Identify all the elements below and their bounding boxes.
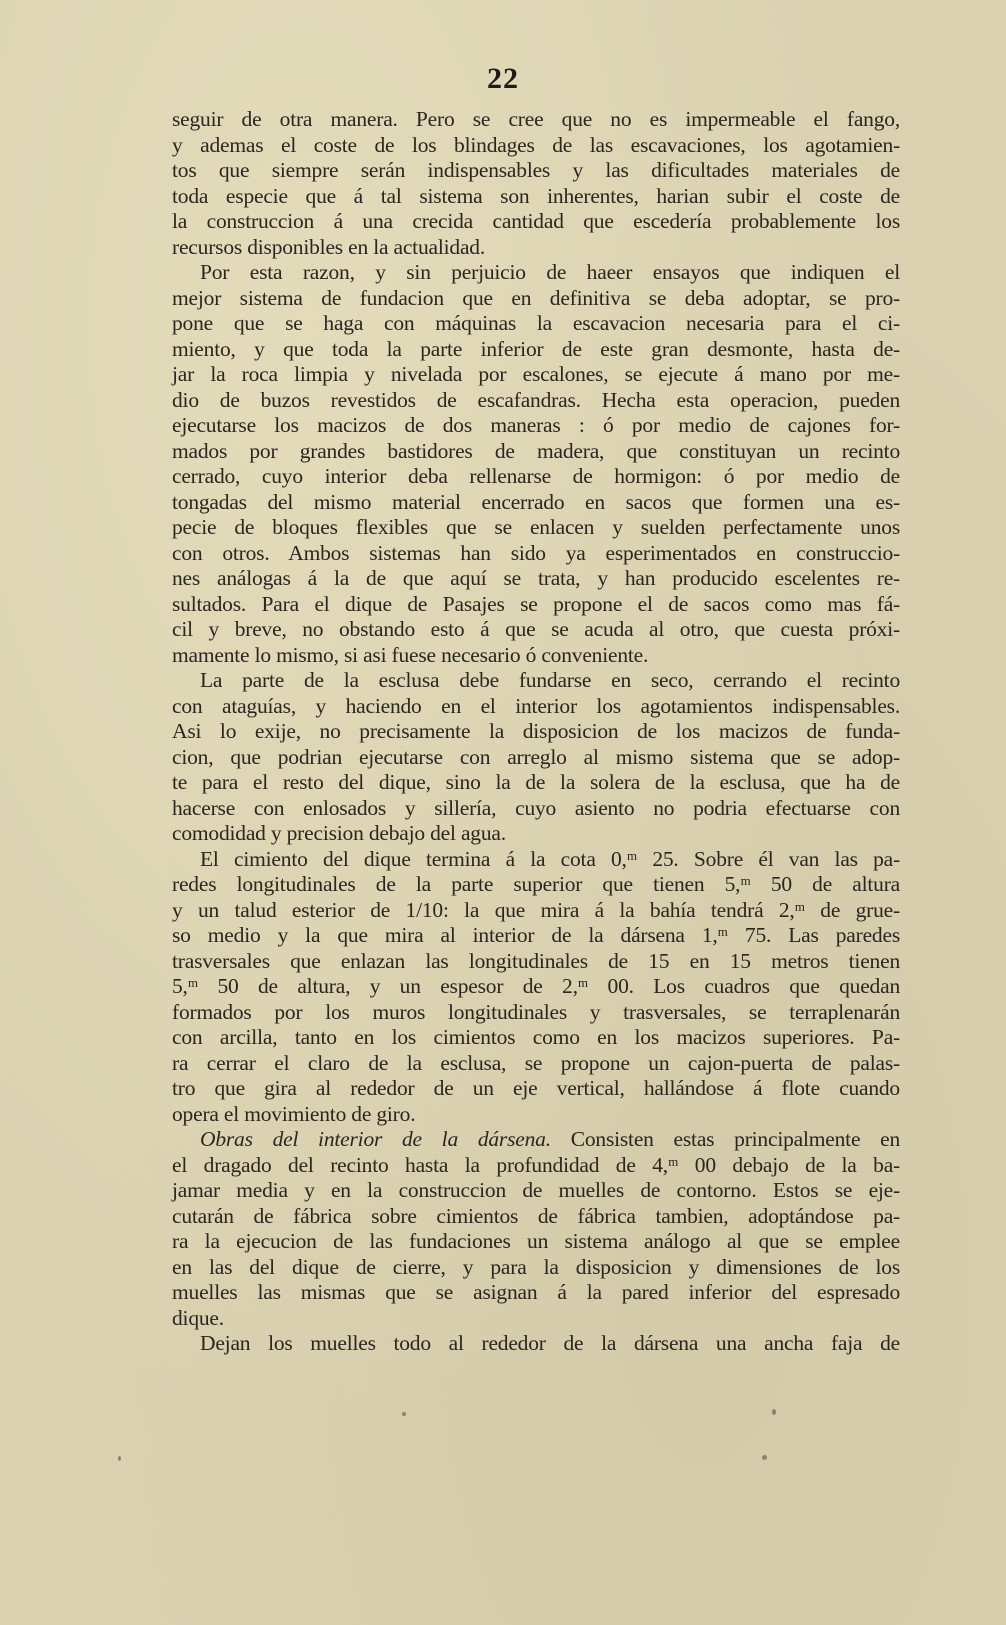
text-line: ejecutarse los macizos de dos maneras : ó por medio de cajones for-	[172, 413, 900, 437]
paragraph-2	[172, 260, 900, 668]
text-line: tro que gira al rededor de un eje vertical, hallándose á flote cuando	[172, 1076, 900, 1100]
text-line: cutarán de fábrica sobre cimientos de fábrica tambien, adoptándose pa-	[172, 1203, 900, 1228]
text-line: cil y breve, no obstando esto á que se acuda al otro, que cuesta próxi-	[172, 617, 900, 641]
text-line: y un talud esterior de 1/10: la que mira á la bahía tendrá 2,ᵐ de grue-	[172, 897, 900, 922]
text-line: jamar media y en la construccion de muelles de contorno. Estos se eje-	[172, 1178, 900, 1202]
text-line: y ademas el coste de los blindages de las escavaciones, los agotamien-	[172, 132, 900, 157]
text-line: pone que se haga con máquinas la escavacion necesaria para el ci-	[172, 311, 900, 335]
page-number: 22	[487, 62, 519, 95]
text-line: en las del dique de cierre, y para la disposicion y dimensiones de los	[172, 1254, 900, 1279]
text-line: muelles las mismas que se asignan á la pared inferior del espresado	[172, 1280, 900, 1304]
text-line: mados por grandes bastidores de madera, que constituyan un recinto	[172, 438, 900, 463]
text-line: ra cerrar el claro de la esclusa, se propone un cajon-puerta de palas-	[172, 1050, 900, 1075]
text-line: cerrado, cuyo interior deba rellenarse de hormigon: ó por medio de	[172, 464, 900, 488]
text-line: so medio y la que mira al interior de la dársena 1,ᵐ 75. Las paredes	[172, 923, 900, 947]
text-line	[172, 1127, 900, 1153]
text-line: trasversales que enlazan las longitudinales de 15 en 15 metros tienen	[172, 948, 900, 973]
paragraph-4	[172, 847, 900, 1128]
text-line: seguir de otra manera. Pero se cree que no es impermeable el fango,	[172, 107, 900, 131]
text-line: opera el movimiento de giro.	[172, 1101, 416, 1126]
text-span: Consisten estas principalmente en	[550, 1127, 901, 1151]
text-line: recursos disponibles en la actualidad.	[172, 234, 486, 259]
text-line: dique.	[172, 1305, 224, 1330]
text-line: dio de buzos revestidos de escafandras. Hecha esta operacion, pueden	[172, 387, 900, 412]
text-line: tongadas del mismo material encerrado en sacos que formen una es-	[172, 489, 900, 514]
text-line: el dragado del recinto hasta la profundidad de 4,ᵐ 00 debajo de la ba-	[172, 1152, 900, 1177]
text-line: Asi lo exije, no precisamente la disposicion de los macizos de funda-	[172, 719, 900, 743]
text-line: mamente lo mismo, si asi fuese necesario ó conveniente.	[172, 642, 649, 667]
text-line: formados por los muros longitudinales y trasversales, se terraplenarán	[172, 999, 900, 1024]
paragraph-3	[172, 668, 900, 847]
text-line: con otros. Ambos sistemas han sido ya esperimentados en construccio-	[172, 540, 900, 565]
text-line: tos que siempre serán indispensables y las dificultades materiales de	[172, 158, 900, 182]
body-text	[172, 107, 900, 1357]
text-line: mejor sistema de fundacion que en definitiva se deba adoptar, se pro-	[172, 285, 900, 310]
text-line: 5,ᵐ 50 de altura, y un espesor de 2,ᵐ 00. Los cuadros que quedan	[172, 974, 900, 998]
text-line: hacerse con enlosados y sillería, cuyo asiento no podria efectuarse con	[172, 795, 900, 820]
paper-speck	[772, 1409, 776, 1415]
text-line: comodidad y precision debajo del agua.	[172, 821, 506, 845]
text-line: la construccion á una crecida cantidad que escedería probablemente los	[172, 209, 900, 233]
paragraph-1	[172, 107, 900, 260]
text-line: con arcilla, tanto en los cimientos como en los macizos superiores. Pa-	[172, 1025, 900, 1049]
paper-speck	[118, 1456, 121, 1461]
paragraph-5	[172, 1127, 900, 1331]
text-line: con ataguías, y haciendo en el interior los agotamientos indispensables.	[172, 693, 900, 718]
text-line: jar la roca limpia y nivelada por escalones, se ejecute á mano por me-	[172, 362, 900, 386]
text-line: toda especie que á tal sistema son inherentes, harian subir el coste de	[172, 183, 900, 208]
text-line: sultados. Para el dique de Pasajes se propone el de sacos como mas fá-	[172, 591, 900, 616]
text-line: miento, y que toda la parte inferior de este gran desmonte, hasta de-	[172, 336, 900, 361]
text-line: La parte de la esclusa debe fundarse en seco, cerrando el recinto	[200, 668, 900, 692]
paper-speck	[762, 1455, 767, 1460]
paper-speck	[402, 1412, 406, 1416]
text-line: ra la ejecucion de las fundaciones un sistema análogo al que se emplee	[172, 1229, 900, 1253]
paragraph-6	[172, 1331, 900, 1357]
text-line: El cimiento del dique termina á la cota 0,ᵐ 25. Sobre él van las pa-	[200, 846, 900, 871]
text-line: pecie de bloques flexibles que se enlacen y suelden perfectamente unos	[172, 515, 900, 539]
text-line: nes análogas á la de que aquí se trata, y han producido escelentes re-	[172, 566, 900, 590]
text-line: redes longitudinales de la parte superior que tienen 5,ᵐ 50 de altura	[172, 872, 900, 896]
text-line: Dejan los muelles todo al rededor de la dársena una ancha faja de	[200, 1331, 900, 1355]
text-line: te para el resto del dique, sino la de la solera de la esclusa, que ha de	[172, 770, 900, 794]
text-line: cion, que podrian ejecutarse con arreglo al mismo sistema que se adop-	[172, 744, 900, 769]
text-line: Por esta razon, y sin perjuicio de haeer ensayos que indiquen el	[200, 260, 900, 284]
section-heading: Obras del interior de la dársena.	[200, 1127, 551, 1151]
